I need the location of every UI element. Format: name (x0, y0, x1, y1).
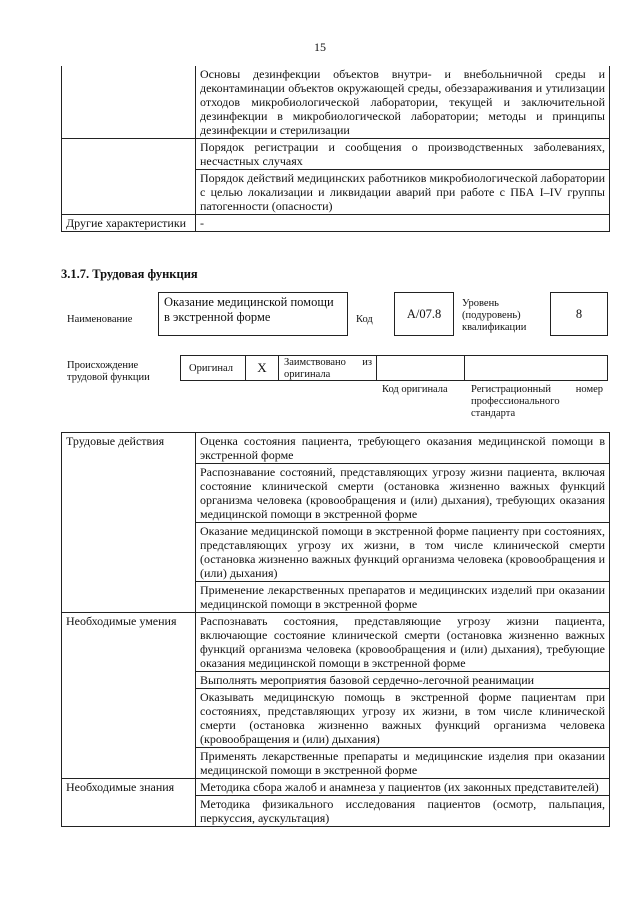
table-cell: Применять лекарственные препараты и медицинские изделия при оказании медицинской помощи в экстренной форме (196, 748, 610, 779)
original-mark: X (257, 360, 267, 375)
level-value: 8 (550, 292, 608, 336)
divider (464, 356, 465, 380)
table-row (62, 433, 610, 464)
table-row (62, 139, 610, 170)
table-cell: Оказывать медицинскую помощь в экстренной форме пациентам при состояниях, представляющих угрозу их жизни, в том числе клинической смерти (остановка жизненно важных функций организма человека (кровообращения и (или) дыхания) (196, 689, 610, 748)
table-row (62, 779, 610, 796)
level-label: Уровень (подуровень) квалификации (462, 298, 527, 333)
table-cell: Распознавание состояний, представляющих угрозу жизни пациента, включая состояние клинической смерти (остановка жизненно важных функций организма человека (кровообращения и (или) дыхания), требующих оказания медицинской помощи в экстренной форме (196, 464, 610, 523)
code-label: Код (356, 314, 373, 325)
group-label: Необходимые знания (62, 779, 196, 827)
knowledge-cell: Порядок регистрации и сообщения о производственных заболеваниях, несчастных случаях (196, 139, 610, 170)
section-heading: 3.1.7. Трудовая функция (61, 267, 198, 281)
table-cell: Оценка состояния пациента, требующего оказания медицинской помощи в экстренной форме (196, 433, 610, 464)
table-cell: Методика физикального исследования пациентов (осмотр, пальпация, перкуссия, аускультация) (196, 796, 610, 827)
table-row (62, 613, 610, 672)
divider (376, 356, 377, 380)
code-value: A/07.8 (394, 292, 454, 336)
table-cell: Методика сбора жалоб и анамнеза у пациентов (их законных представителей) (196, 779, 610, 796)
group-label: Необходимые умения (62, 613, 196, 779)
reg-number-caption: Регистрационный номер профессионального стандарта (471, 384, 603, 419)
table-cell: Применение лекарственных препаратов и медицинских изделий при оказании медицинской помощи в экстренной форме (196, 582, 610, 613)
divider (278, 356, 279, 380)
group-label: Трудовые действия (62, 433, 196, 613)
origin-label: Происхождение трудовой функции (67, 360, 150, 383)
other-characteristics-label: Другие характеристики (62, 215, 196, 232)
original-label: Оригинал (189, 363, 233, 374)
function-name: Оказание медицинской помощи в экстренной форме (158, 292, 348, 336)
top-knowledge-table (61, 66, 610, 232)
page-number: 15 (314, 40, 326, 54)
knowledge-cell: Порядок действий медицинских работников микробиологической лаборатории с целью локализации и ликвидации аварий при работе с ПБА I–IV группы патогенности (опасности) (196, 170, 610, 215)
table-row (62, 215, 610, 232)
function-table (61, 432, 610, 827)
table-cell: Оказание медицинской помощи в экстренной форме пациенту при состояниях, представляющих угрозу их жизни, в том числе клинической смерти (остановка жизненно важных функций организма человека (кровообращения и (или) дыхания) (196, 523, 610, 582)
table-cell: Выполнять мероприятия базовой сердечно-легочной реанимации (196, 672, 610, 689)
table-row (62, 170, 610, 215)
borrowed-label: Заимствовано из оригинала (284, 357, 372, 380)
table-row (62, 66, 610, 139)
code-original-caption: Код оригинала (382, 384, 448, 395)
name-label: Наименование (67, 314, 133, 325)
other-characteristics-value: - (196, 215, 610, 232)
knowledge-cell: Основы дезинфекции объектов внутри- и внебольничной среды и деконтаминации объектов окружающей среды, обеззараживания и утилизации отходов микробиологической лаборатории, текущей и заключительной дезинфекции в микробиологической лаборатории; методы и принципы дезинфекции и стерилизации (196, 66, 610, 139)
origin-box (180, 355, 608, 381)
table-cell: Распознавать состояния, представляющие угрозу жизни пациента, включающие состояние клинической смерти (остановка жизненно важных функций организма человека (кровообращения и (или) дыхания), требующие оказания медицинской помощи в экстренной форме (196, 613, 610, 672)
